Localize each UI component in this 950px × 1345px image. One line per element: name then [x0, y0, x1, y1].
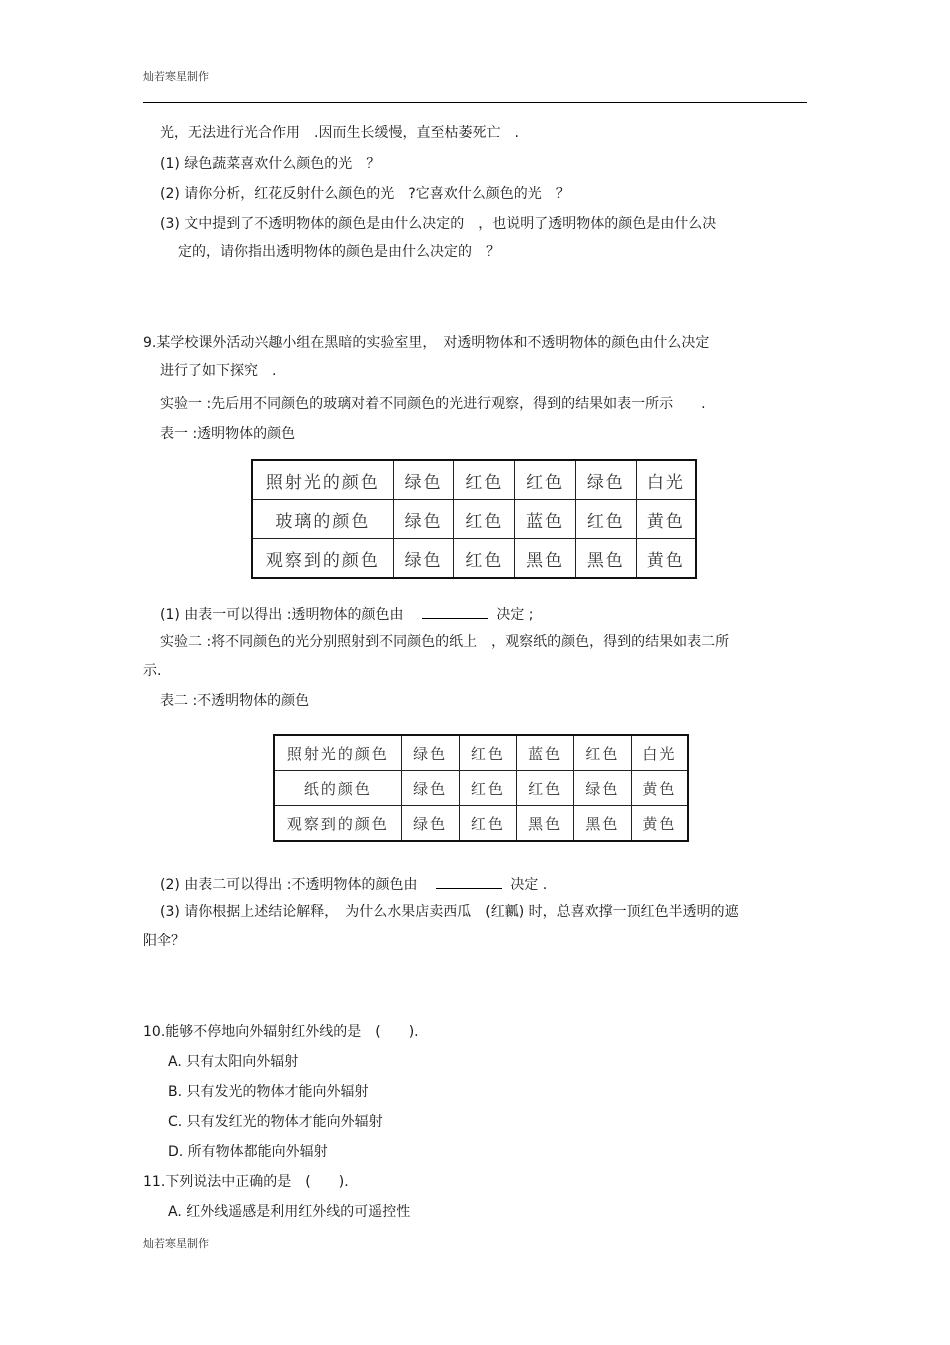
table-cell: 黄色	[636, 500, 696, 539]
page-footer: 灿若寒星制作	[143, 1237, 209, 1250]
table-cell: 观察到的颜色	[252, 539, 393, 579]
table-cell: 红色	[575, 500, 636, 539]
question-9-1-text: (1) 由表一可以得出 :透明物体的颜色由	[160, 607, 404, 623]
option-10-c: C. 只有发红光的物体才能向外辐射	[168, 1114, 383, 1130]
question-8-3-cont: 定的，请你指出透明物体的颜色是由什么决定的 ？	[178, 244, 500, 260]
table-cell: 绿色	[401, 771, 459, 806]
table-cell: 红色	[515, 460, 576, 500]
table-cell: 红色	[459, 735, 517, 771]
table-cell: 绿色	[575, 460, 636, 500]
table-cell: 照射光的颜色	[274, 735, 401, 771]
answer-blank[interactable]	[422, 604, 488, 619]
table-cell: 红色	[517, 771, 574, 806]
option-11-a: A. 红外线遥感是利用红外线的可遥控性	[168, 1204, 411, 1220]
table-cell: 红色	[459, 806, 517, 842]
table-cell: 红色	[459, 771, 517, 806]
question-9-2-text: (2) 由表二可以得出 :不透明物体的颜色由	[160, 877, 418, 893]
text-line: 光，无法进行光合作用 .因而生长缓慢，直至枯萎死亡 .	[160, 125, 519, 141]
table-cell: 黑色	[515, 539, 576, 579]
answer-blank[interactable]	[436, 874, 502, 889]
option-10-d: D. 所有物体都能向外辐射	[168, 1144, 328, 1160]
table-cell: 纸的颜色	[274, 771, 401, 806]
table-cell: 绿色	[393, 539, 454, 579]
header-rule	[143, 102, 807, 103]
table-cell: 红色	[454, 539, 515, 579]
question-9-3: (3) 请你根据上述结论解释， 为什么水果店卖西瓜 (红瓤) 时，总喜欢撑一顶红色半透明的遮	[160, 904, 739, 920]
table-cell: 蓝色	[517, 735, 574, 771]
table-cell: 蓝色	[515, 500, 576, 539]
table-opaque-colors	[273, 734, 689, 842]
table2-caption: 表二 :不透明物体的颜色	[160, 693, 310, 709]
option-10-b: B. 只有发光的物体才能向外辐射	[168, 1084, 369, 1100]
table-cell: 红色	[573, 735, 631, 771]
table-cell: 白光	[636, 460, 696, 500]
table-cell: 黄色	[631, 771, 688, 806]
table1-caption: 表一 :透明物体的颜色	[160, 426, 296, 442]
table-cell: 白光	[631, 735, 688, 771]
question-8-3: (3) 文中提到了不透明物体的颜色是由什么决定的 ，也说明了透明物体的颜色是由什么决	[160, 216, 717, 232]
question-8-1: (1) 绿色蔬菜喜欢什么颜色的光 ？	[160, 156, 381, 172]
table-cell: 照射光的颜色	[252, 460, 393, 500]
question-9-3-cont: 阳伞？	[143, 933, 185, 949]
table-cell: 黄色	[636, 539, 696, 579]
question-9-2	[160, 874, 547, 894]
table-cell: 绿色	[401, 806, 459, 842]
table-cell: 黑色	[575, 539, 636, 579]
table-cell: 绿色	[393, 460, 454, 500]
experiment-1: 实验一 :先后用不同颜色的玻璃对着不同颜色的光进行观察，得到的结果如表一所示 .	[160, 396, 706, 412]
question-9-1	[160, 604, 534, 624]
table-transparent-colors	[251, 459, 697, 579]
table-cell: 红色	[454, 460, 515, 500]
table-row	[252, 500, 696, 539]
question-8-2: (2) 请你分析，红花反射什么颜色的光 ?它喜欢什么颜色的光 ？	[160, 186, 570, 202]
experiment-2-cont: 示.	[143, 663, 162, 679]
table-row	[252, 539, 696, 579]
table-cell: 红色	[454, 500, 515, 539]
option-10-a: A. 只有太阳向外辐射	[168, 1054, 299, 1070]
question-11: 11.下列说法中正确的是 ( ).	[143, 1174, 349, 1190]
question-9: 9.某学校课外活动兴趣小组在黑暗的实验室里， 对透明物体和不透明物体的颜色由什么决定	[143, 335, 710, 351]
table-cell: 玻璃的颜色	[252, 500, 393, 539]
table-row	[274, 735, 688, 771]
experiment-2: 实验二 :将不同颜色的光分别照射到不同颜色的纸上 ，观察纸的颜色，得到的结果如表二所	[160, 634, 730, 650]
question-9-2-end: 决定 .	[510, 877, 548, 893]
page-header: 灿若寒星制作	[143, 70, 209, 83]
table-row	[252, 460, 696, 500]
table-row	[274, 806, 688, 842]
table-cell: 黑色	[517, 806, 574, 842]
question-9-cont: 进行了如下探究 .	[160, 363, 277, 379]
table-cell: 绿色	[573, 771, 631, 806]
table-cell: 黄色	[631, 806, 688, 842]
table-cell: 绿色	[401, 735, 459, 771]
table-cell: 黑色	[573, 806, 631, 842]
question-10: 10.能够不停地向外辐射红外线的是 ( ).	[143, 1024, 419, 1040]
table-row	[274, 771, 688, 806]
table-cell: 观察到的颜色	[274, 806, 401, 842]
table-cell: 绿色	[393, 500, 454, 539]
question-9-1-end: 决定 ;	[496, 607, 534, 623]
